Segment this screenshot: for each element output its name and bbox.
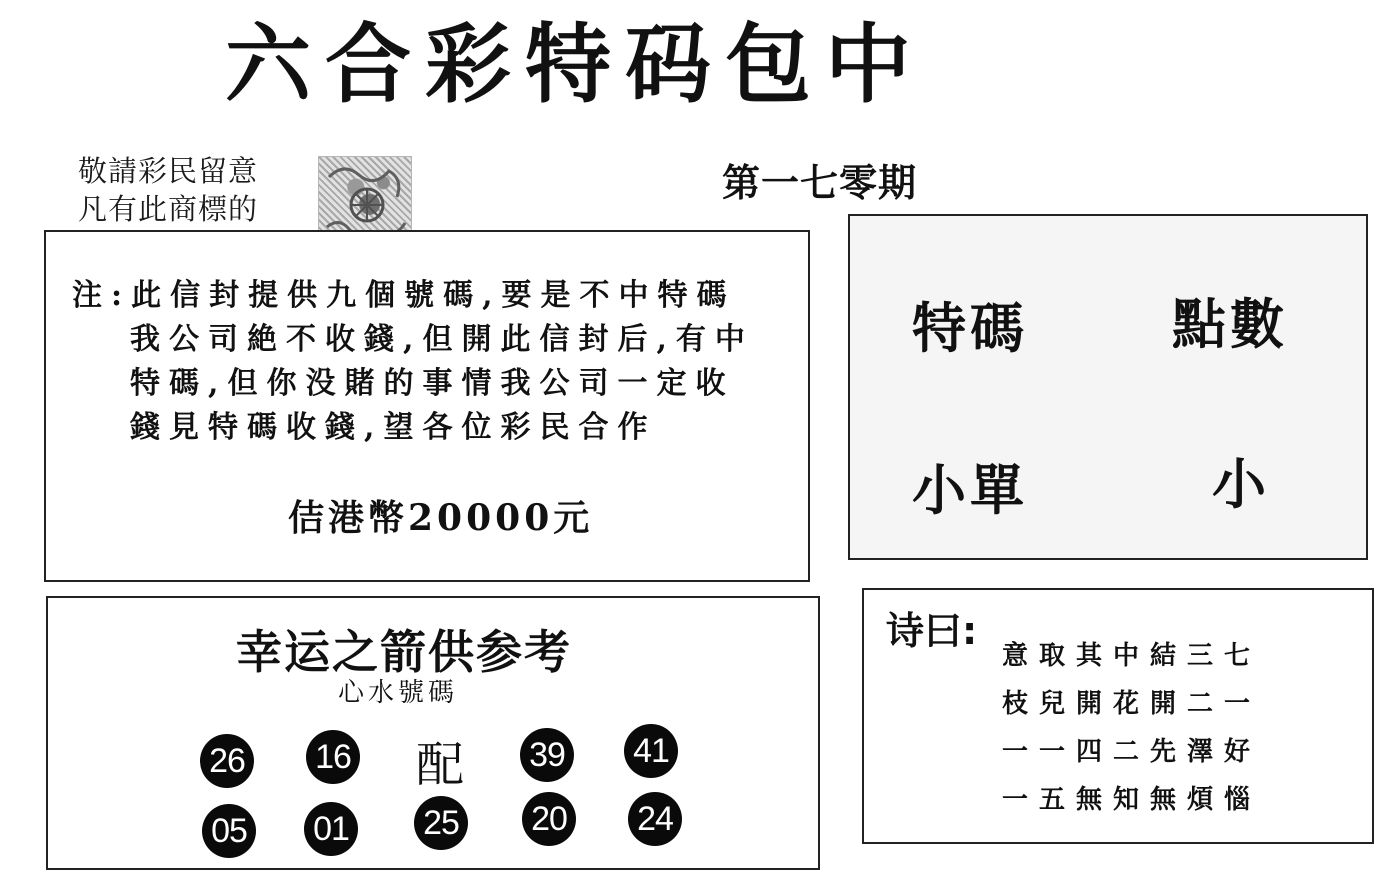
number-ball: 26	[200, 734, 254, 788]
lucky-numbers-box	[46, 596, 820, 870]
poem-line: 枝兒開花開二一	[1002, 689, 1262, 719]
lucky-title: 幸运之箭供参考	[236, 625, 572, 679]
special-code-label: 特碼	[912, 296, 1028, 360]
pair-character: 配	[416, 737, 465, 793]
poem-box	[862, 588, 1374, 844]
number-ball: 20	[522, 792, 576, 846]
note-line: 我公司絶不收錢,但開此信封后,有中	[130, 322, 754, 357]
guarantee-note-box	[44, 230, 810, 582]
issue-number: 第一七零期	[722, 161, 918, 205]
number-ball: 16	[306, 730, 360, 784]
number-ball: 39	[520, 728, 574, 782]
special-code-box	[848, 214, 1368, 560]
lucky-subtitle: 心水號碼	[338, 678, 459, 708]
number-ball: 25	[414, 796, 468, 850]
poem-line: 一一四二先澤好	[1002, 737, 1262, 767]
note-line: 注:此信封提供九個號碼,要是不中特碼	[72, 278, 736, 313]
poem-lines	[1002, 632, 1261, 824]
poem-line: 一五無知無煩惱	[1002, 785, 1262, 815]
notice-line: 凡有此商標的	[78, 192, 259, 226]
number-ball: 01	[304, 802, 358, 856]
poem-heading: 诗曰:	[886, 609, 978, 653]
note-line: 特碼,但你没賭的事情我公司一定收	[130, 366, 735, 401]
poem-line: 意取其中結三七	[1002, 641, 1262, 671]
points-value: 小	[1212, 452, 1270, 516]
notice-line: 敬請彩民留意	[78, 154, 259, 188]
number-ball: 41	[624, 724, 678, 778]
points-label: 點數	[1172, 292, 1288, 356]
page-title: 六合彩特码包中	[225, 15, 925, 115]
number-ball: 05	[202, 804, 256, 858]
number-ball: 24	[628, 792, 682, 846]
special-code-value: 小單	[912, 458, 1028, 522]
guarantee-note-text	[72, 274, 754, 450]
note-line: 錢見特碼收錢,望各位彩民合作	[130, 410, 657, 445]
price-amount: 佶港幣20000元	[288, 497, 594, 539]
